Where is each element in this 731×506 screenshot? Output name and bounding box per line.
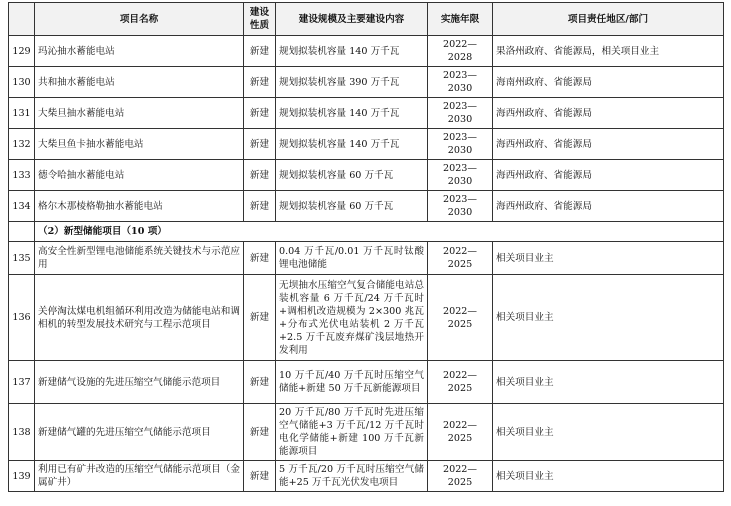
construction-type: 新建 bbox=[244, 98, 276, 129]
construction-scale: 规划拟装机容量 60 万千瓦 bbox=[276, 160, 428, 191]
implementation-period: 2023—2030 bbox=[428, 160, 493, 191]
implementation-period: 2022—2025 bbox=[428, 361, 493, 404]
table-row bbox=[9, 275, 724, 361]
project-name: 格尔木那棱格勒抽水蓄能电站 bbox=[35, 191, 244, 222]
table-row bbox=[9, 98, 724, 129]
project-name: 玛沁抽水蓄能电站 bbox=[35, 36, 244, 67]
implementation-period: 2022—2025 bbox=[428, 404, 493, 461]
project-name: 新建储气设施的先进压缩空气储能示范项目 bbox=[35, 361, 244, 404]
implementation-period: 2022—2025 bbox=[428, 275, 493, 361]
header-period: 实施年限 bbox=[428, 3, 493, 36]
construction-type: 新建 bbox=[244, 242, 276, 275]
implementation-period: 2023—2030 bbox=[428, 67, 493, 98]
section-row bbox=[9, 222, 724, 242]
responsible-dept: 相关项目业主 bbox=[493, 404, 724, 461]
table-row bbox=[9, 67, 724, 98]
project-name: 共和抽水蓄能电站 bbox=[35, 67, 244, 98]
implementation-period: 2023—2030 bbox=[428, 129, 493, 160]
construction-type: 新建 bbox=[244, 191, 276, 222]
responsible-dept: 相关项目业主 bbox=[493, 242, 724, 275]
table-row bbox=[9, 461, 724, 492]
row-number: 129 bbox=[9, 36, 35, 67]
construction-type: 新建 bbox=[244, 67, 276, 98]
row-number: 133 bbox=[9, 160, 35, 191]
construction-type: 新建 bbox=[244, 36, 276, 67]
section-spacer bbox=[9, 222, 35, 242]
construction-type: 新建 bbox=[244, 404, 276, 461]
construction-scale: 规划拟装机容量 390 万千瓦 bbox=[276, 67, 428, 98]
construction-scale: 规划拟装机容量 140 万千瓦 bbox=[276, 98, 428, 129]
project-name: 高安全性新型锂电池储能系统关键技术与示范应用 bbox=[35, 242, 244, 275]
project-name: 大柴旦抽水蓄能电站 bbox=[35, 98, 244, 129]
responsible-dept: 果洛州政府、省能源局，相关项目业主 bbox=[493, 36, 724, 67]
implementation-period: 2022—2025 bbox=[428, 242, 493, 275]
header-no bbox=[9, 3, 35, 36]
header-name: 项目名称 bbox=[35, 3, 244, 36]
row-number: 134 bbox=[9, 191, 35, 222]
row-number: 135 bbox=[9, 242, 35, 275]
row-number: 136 bbox=[9, 275, 35, 361]
table-row bbox=[9, 242, 724, 275]
responsible-dept: 海西州政府、省能源局 bbox=[493, 191, 724, 222]
responsible-dept: 海西州政府、省能源局 bbox=[493, 129, 724, 160]
construction-type: 新建 bbox=[244, 461, 276, 492]
construction-scale: 10 万千瓦/40 万千瓦时压缩空气储能+新建 50 万千瓦新能源项目 bbox=[276, 361, 428, 404]
responsible-dept: 海西州政府、省能源局 bbox=[493, 98, 724, 129]
responsible-dept: 相关项目业主 bbox=[493, 461, 724, 492]
construction-type: 新建 bbox=[244, 361, 276, 404]
construction-scale: 无坝抽水压缩空气复合储能电站总装机容量 6 万千瓦/24 万千瓦时+调相机改造规模为 2×300 兆瓦+分布式光伏电站装机 2 万千瓦+2.5 万千瓦废弃煤矿浅层地热开发利用 bbox=[276, 275, 428, 361]
construction-scale: 5 万千瓦/20 万千瓦时压缩空气储能+25 万千瓦光伏发电项目 bbox=[276, 461, 428, 492]
row-number: 131 bbox=[9, 98, 35, 129]
implementation-period: 2023—2030 bbox=[428, 191, 493, 222]
table-row bbox=[9, 129, 724, 160]
table-row bbox=[9, 404, 724, 461]
responsible-dept: 海西州政府、省能源局 bbox=[493, 160, 724, 191]
implementation-period: 2022—2028 bbox=[428, 36, 493, 67]
construction-scale: 规划拟装机容量 140 万千瓦 bbox=[276, 129, 428, 160]
header-dept: 项目责任地区/部门 bbox=[493, 3, 724, 36]
implementation-period: 2022—2025 bbox=[428, 461, 493, 492]
table-row bbox=[9, 191, 724, 222]
project-name: 关停淘汰煤电机组循环利用改造为储能电站和调相机的转型发展技术研究与工程示范项目 bbox=[35, 275, 244, 361]
header-scale: 建设规模及主要建设内容 bbox=[276, 3, 428, 36]
row-number: 137 bbox=[9, 361, 35, 404]
implementation-period: 2023—2030 bbox=[428, 98, 493, 129]
section-title: （2）新型储能项目（10 项） bbox=[35, 222, 724, 242]
header-row bbox=[9, 3, 724, 36]
row-number: 139 bbox=[9, 461, 35, 492]
project-name: 利用已有矿井改造的压缩空气储能示范项目（金属矿井） bbox=[35, 461, 244, 492]
row-number: 132 bbox=[9, 129, 35, 160]
construction-scale: 20 万千瓦/80 万千瓦时先进压缩空气储能+3 万千瓦/12 万千瓦时电化学储能+新建 100 万千瓦新能源项目 bbox=[276, 404, 428, 461]
row-number: 130 bbox=[9, 67, 35, 98]
responsible-dept: 相关项目业主 bbox=[493, 361, 724, 404]
construction-scale: 规划拟装机容量 60 万千瓦 bbox=[276, 191, 428, 222]
table-row bbox=[9, 36, 724, 67]
project-name: 大柴旦鱼卡抽水蓄能电站 bbox=[35, 129, 244, 160]
table-row bbox=[9, 160, 724, 191]
construction-scale: 0.04 万千瓦/0.01 万千瓦时钛酸锂电池储能 bbox=[276, 242, 428, 275]
table-row bbox=[9, 361, 724, 404]
responsible-dept: 相关项目业主 bbox=[493, 275, 724, 361]
project-name: 新建储气罐的先进压缩空气储能示范项目 bbox=[35, 404, 244, 461]
construction-scale: 规划拟装机容量 140 万千瓦 bbox=[276, 36, 428, 67]
construction-type: 新建 bbox=[244, 275, 276, 361]
construction-type: 新建 bbox=[244, 160, 276, 191]
row-number: 138 bbox=[9, 404, 35, 461]
responsible-dept: 海南州政府、省能源局 bbox=[493, 67, 724, 98]
construction-type: 新建 bbox=[244, 129, 276, 160]
project-name: 德令哈抽水蓄能电站 bbox=[35, 160, 244, 191]
project-table bbox=[8, 2, 724, 492]
header-type: 建设性质 bbox=[244, 3, 276, 36]
